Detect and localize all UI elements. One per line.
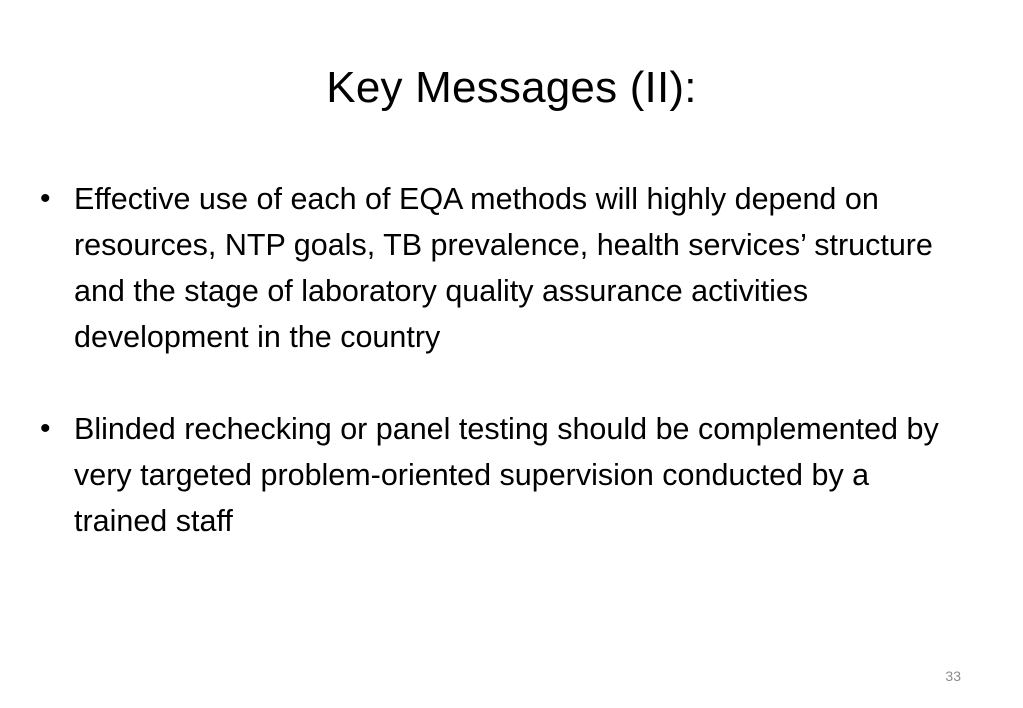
- slide-title: Key Messages (II):: [326, 63, 697, 112]
- bullet-list: [38, 176, 968, 544]
- bullet-text: Effective use of each of EQA methods will highly depend on resources, NTP goals, TB prevalence, health services’ structure and the stage of laboratory quality assurance activities development in the country: [74, 182, 933, 354]
- bullet-marker-icon: •: [40, 412, 51, 445]
- bullet-item-eqa-methods: [38, 176, 968, 360]
- bullet-item-blinded-rechecking: [38, 406, 968, 544]
- bullet-marker-icon: •: [40, 182, 51, 215]
- page-number: 33: [945, 668, 961, 684]
- bullet-text: Blinded rechecking or panel testing should be complemented by very targeted problem-oriented supervision conducted by a trained staff: [74, 412, 939, 538]
